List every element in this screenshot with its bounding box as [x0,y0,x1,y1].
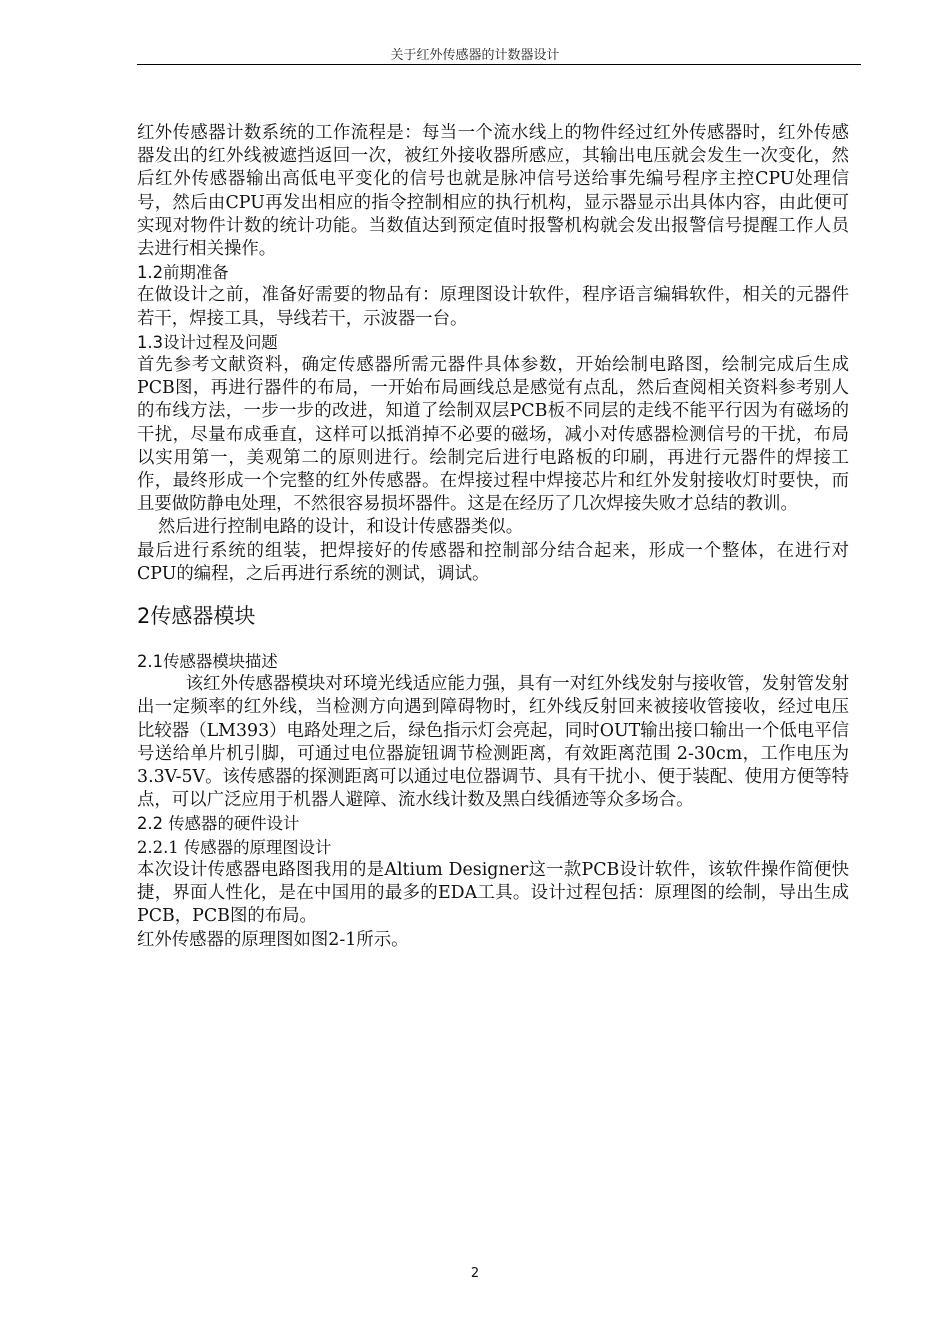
section-heading-1-3: 1.3设计过程及问题 [137,332,278,352]
paragraph-assembly: 最后进行系统的组装，把焊接好的传感器和控制部分结合起来，形成一个整体，在进行对CPU的编程，之后再进行系统的测试，调试。 [137,540,849,584]
section-heading-2-1: 2.1传感器模块描述 [137,652,278,672]
header-rule [137,64,861,65]
paragraph-preparation: 在做设计之前，准备好需要的物品有：原理图设计软件，程序语言编辑软件，相关的元器件若干，焊接工具，导线若干，示波器一台。 [137,285,849,329]
section-heading-2-2: 2.2 传感器的硬件设计 [137,814,300,834]
paragraph-module-description: 该红外传感器模块对环境光线适应能力强，具有一对红外线发射与接收管，发射管发射出一定频率的红外线，当检测方向遇到障碍物时，红外线反射回来被接收管接收，经过电压比较器（LM393）电路处理之后，绿色指示灯会亮起，同时OUT输出接口输出一个低电平信号送给单片机引脚，可通过电位器旋钮调节检测距离，有效距离范围 2-30cm，工作电压为3.3V-5V。该传感器的探测距离可以通过电位器调节、具有干扰小、便于装配、使用方便等特点，可以广泛应用于机器人避障、流水线计数及黑白线循迹等众多场合。 [137,674,849,811]
running-header: 关于红外传感器的计数器设计 [390,48,560,63]
paragraph-design-process: 首先参考文献资料，确定传感器所需元器件具体参数，开始绘制电路图，绘制完成后生成PCB图，再进行器件的布局，一开始布局画线总是感觉有点乱，然后查阅相关资料参考别人的布线方法，一步一步的改进，知道了绘制双层PCB板不同层的走线不能平行因为有磁场的干扰，尽量布成垂直，这样可以抵消掉不必要的磁场，减小对传感器检测信号的干扰，布局以实用第一，美观第二的原则进行。绘制完后进行电路板的印刷，再进行元器件的焊接工作，最终形成一个完整的红外传感器。在焊接过程中焊接芯片和红外发射接收灯时要快，而且要做防静电处理，不然很容易损坏器件。这是在经历了几次焊接失败才总结的教训。 [137,355,849,515]
paragraph-workflow: 红外传感器计数系统的工作流程是：每当一个流水线上的物件经过红外传感器时，红外传感器发出的红外线被遮挡返回一次，被红外接收器所感应，其输出电压就会发生一次变化，然后红外传感器输出高低电平变化的信号也就是脉冲信号送给事先编号程序主控CPU处理信号，然后由CPU再发出相应的指令控制相应的执行机构，显示器显示出具体内容，由此便可实现对物件计数的统计功能。当数值达到预定值时报警机构就会发出报警信号提醒工作人员去进行相关操作。 [137,123,849,260]
section-heading-1-2: 1.2前期准备 [137,263,229,283]
page-body [137,122,849,952]
paragraph-schematic-software: 本次设计传感器电路图我用的是Altium Designer这一款PCB设计软件，该软件操作简便快捷，界面人性化，是在中国用的最多的EDA工具。设计过程包括：原理图的绘制，导出生成PCB，PCB图的布局。 [137,859,849,927]
subsection-heading-2-2-1: 2.2.1 传感器的原理图设计 [137,837,332,857]
paragraph-control-circuit: 然后进行控制电路的设计，和设计传感器类似。 [157,517,524,538]
page-number: 2 [470,1266,480,1281]
paragraph-figure-reference: 红外传感器的原理图如图2-1所示。 [137,929,409,950]
chapter-heading-2: 2传感器模块 [137,604,256,629]
